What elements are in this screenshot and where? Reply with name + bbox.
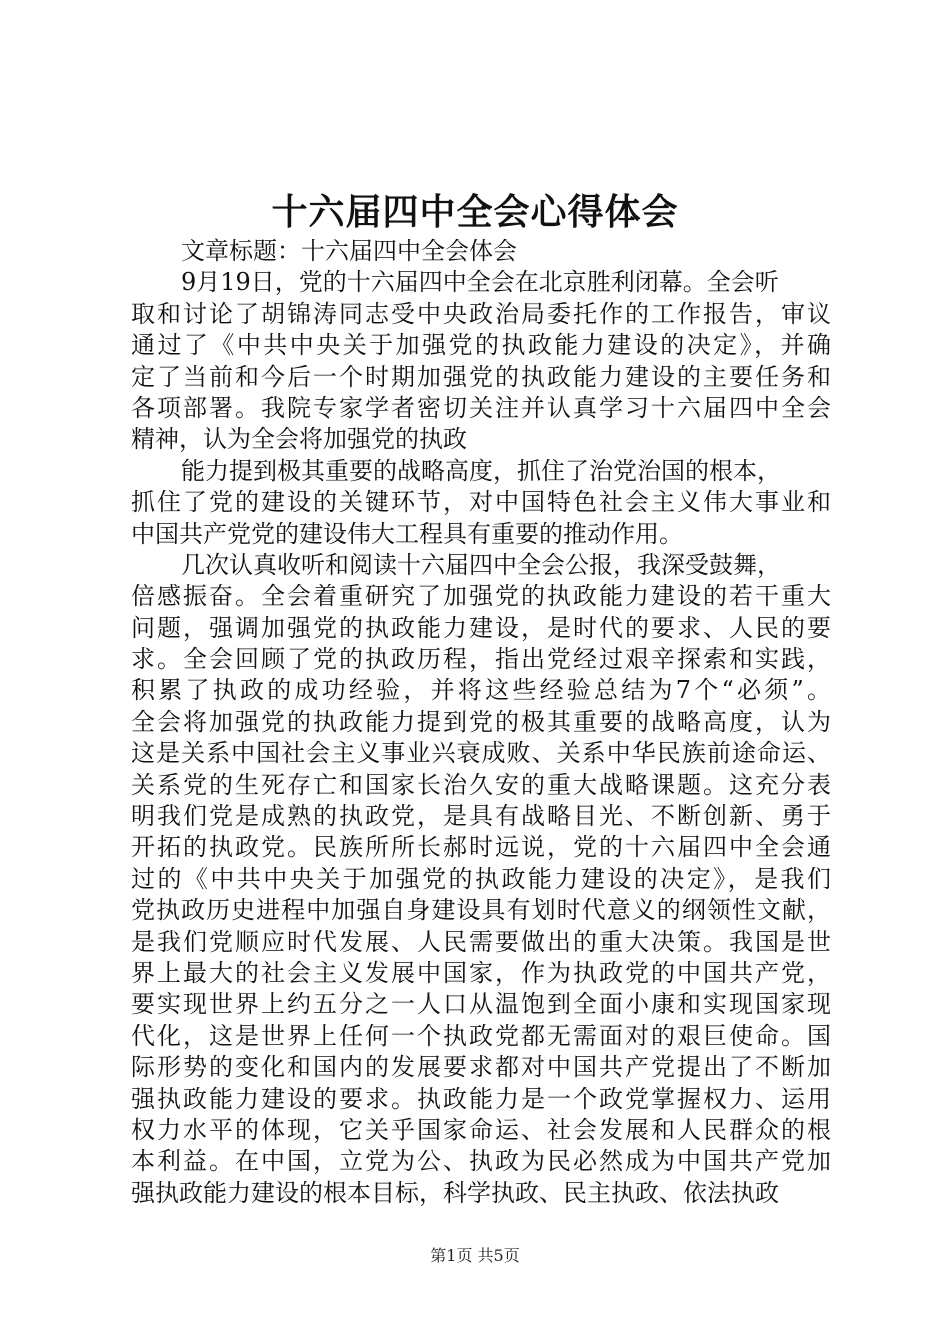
text-line: 积累了执政的成功经验，并将这些经验总结为7个“必须”。 [131, 676, 831, 705]
text-line: 开拓的执政党。民族所所长郝时远说，党的十六届四中全会通 [131, 833, 831, 862]
text-line: 取和讨论了胡锦涛同志受中央政治局委托作的工作报告，审议 [131, 299, 831, 328]
paragraph [131, 236, 831, 267]
text-line: 是我们党顺应时代发展、人民需要做出的重大决策。我国是世 [131, 927, 831, 956]
text-line: 本利益。在中国，立党为公、执政为民必然成为中国共产党加 [131, 1147, 831, 1176]
text-line: 关系党的生死存亡和国家长治久安的重大战略课题。这充分表 [131, 770, 831, 799]
text-line: 这是关系中国社会主义事业兴衰成败、关系中华民族前途命运、 [131, 739, 831, 768]
text-line: 中国共产党党的建设伟大工程具有重要的推动作用。 [131, 519, 683, 548]
paragraph [131, 456, 831, 550]
text-line: 党执政历史进程中加强自身建设具有划时代意义的纲领性文献， [131, 896, 831, 925]
text-line: 问题，强调加强党的执政能力建设，是时代的要求、人民的要 [131, 613, 831, 642]
text-line: 抓住了党的建设的关键环节，对中国特色社会主义伟大事业和 [131, 488, 831, 517]
text-line: 强执政能力建设的根本目标，科学执政、民主执政、依法执政 [131, 1178, 779, 1207]
text-line: 各项部署。我院专家学者密切关注并认真学习十六届四中全会 [131, 393, 831, 422]
text-line: 要实现世界上约五分之一人口从温饱到全面小康和实现国家现 [131, 990, 831, 1019]
text-line: 全会将加强党的执政能力提到党的极其重要的战略高度，认为 [131, 707, 831, 736]
text-line: 定了当前和今后一个时期加强党的执政能力建设的主要任务和 [131, 362, 831, 391]
text-line: 精神，认为全会将加强党的执政 [131, 425, 467, 454]
page-number-footer: 第1页 共5页 [430, 1246, 520, 1265]
text-line: 通过了《中共中央关于加强党的执政能力建设的决定》，并确 [131, 331, 831, 360]
text-line: 强执政能力建设的要求。执政能力是一个政党掌握权力、运用 [131, 1084, 831, 1113]
text-line: 9月19日，党的十六届四中全会在北京胜利闭幕。全会听 [181, 268, 779, 297]
text-line: 过的《中共中央关于加强党的执政能力建设的决定》，是我们 [131, 864, 831, 893]
paragraph [131, 550, 831, 1209]
document-body [131, 236, 831, 1209]
text-line: 能力提到极其重要的战略高度，抓住了治党治国的根本， [181, 456, 781, 485]
text-line: 几次认真收听和阅读十六届四中全会公报，我深受鼓舞， [181, 550, 781, 579]
text-line: 明我们党是成熟的执政党，是具有战略目光、不断创新、勇于 [131, 802, 831, 831]
text-line: 文章标题：十六届四中全会体会 [181, 237, 517, 265]
document-title: 十六届四中全会心得体会 [271, 191, 679, 233]
text-line: 权力水平的体现，它关乎国家命运、社会发展和人民群众的根 [131, 1115, 831, 1144]
text-line: 界上最大的社会主义发展中国家，作为执政党的中国共产党， [131, 958, 831, 987]
paragraph [131, 267, 831, 455]
text-line: 际形势的变化和国内的发展要求都对中国共产党提出了不断加 [131, 1053, 831, 1082]
text-line: 求。全会回顾了党的执政历程，指出党经过艰辛探索和实践， [131, 645, 831, 674]
text-line: 代化，这是世界上任何一个执政党都无需面对的艰巨使命。国 [131, 1021, 831, 1050]
text-line: 倍感振奋。全会着重研究了加强党的执政能力建设的若干重大 [131, 582, 831, 611]
